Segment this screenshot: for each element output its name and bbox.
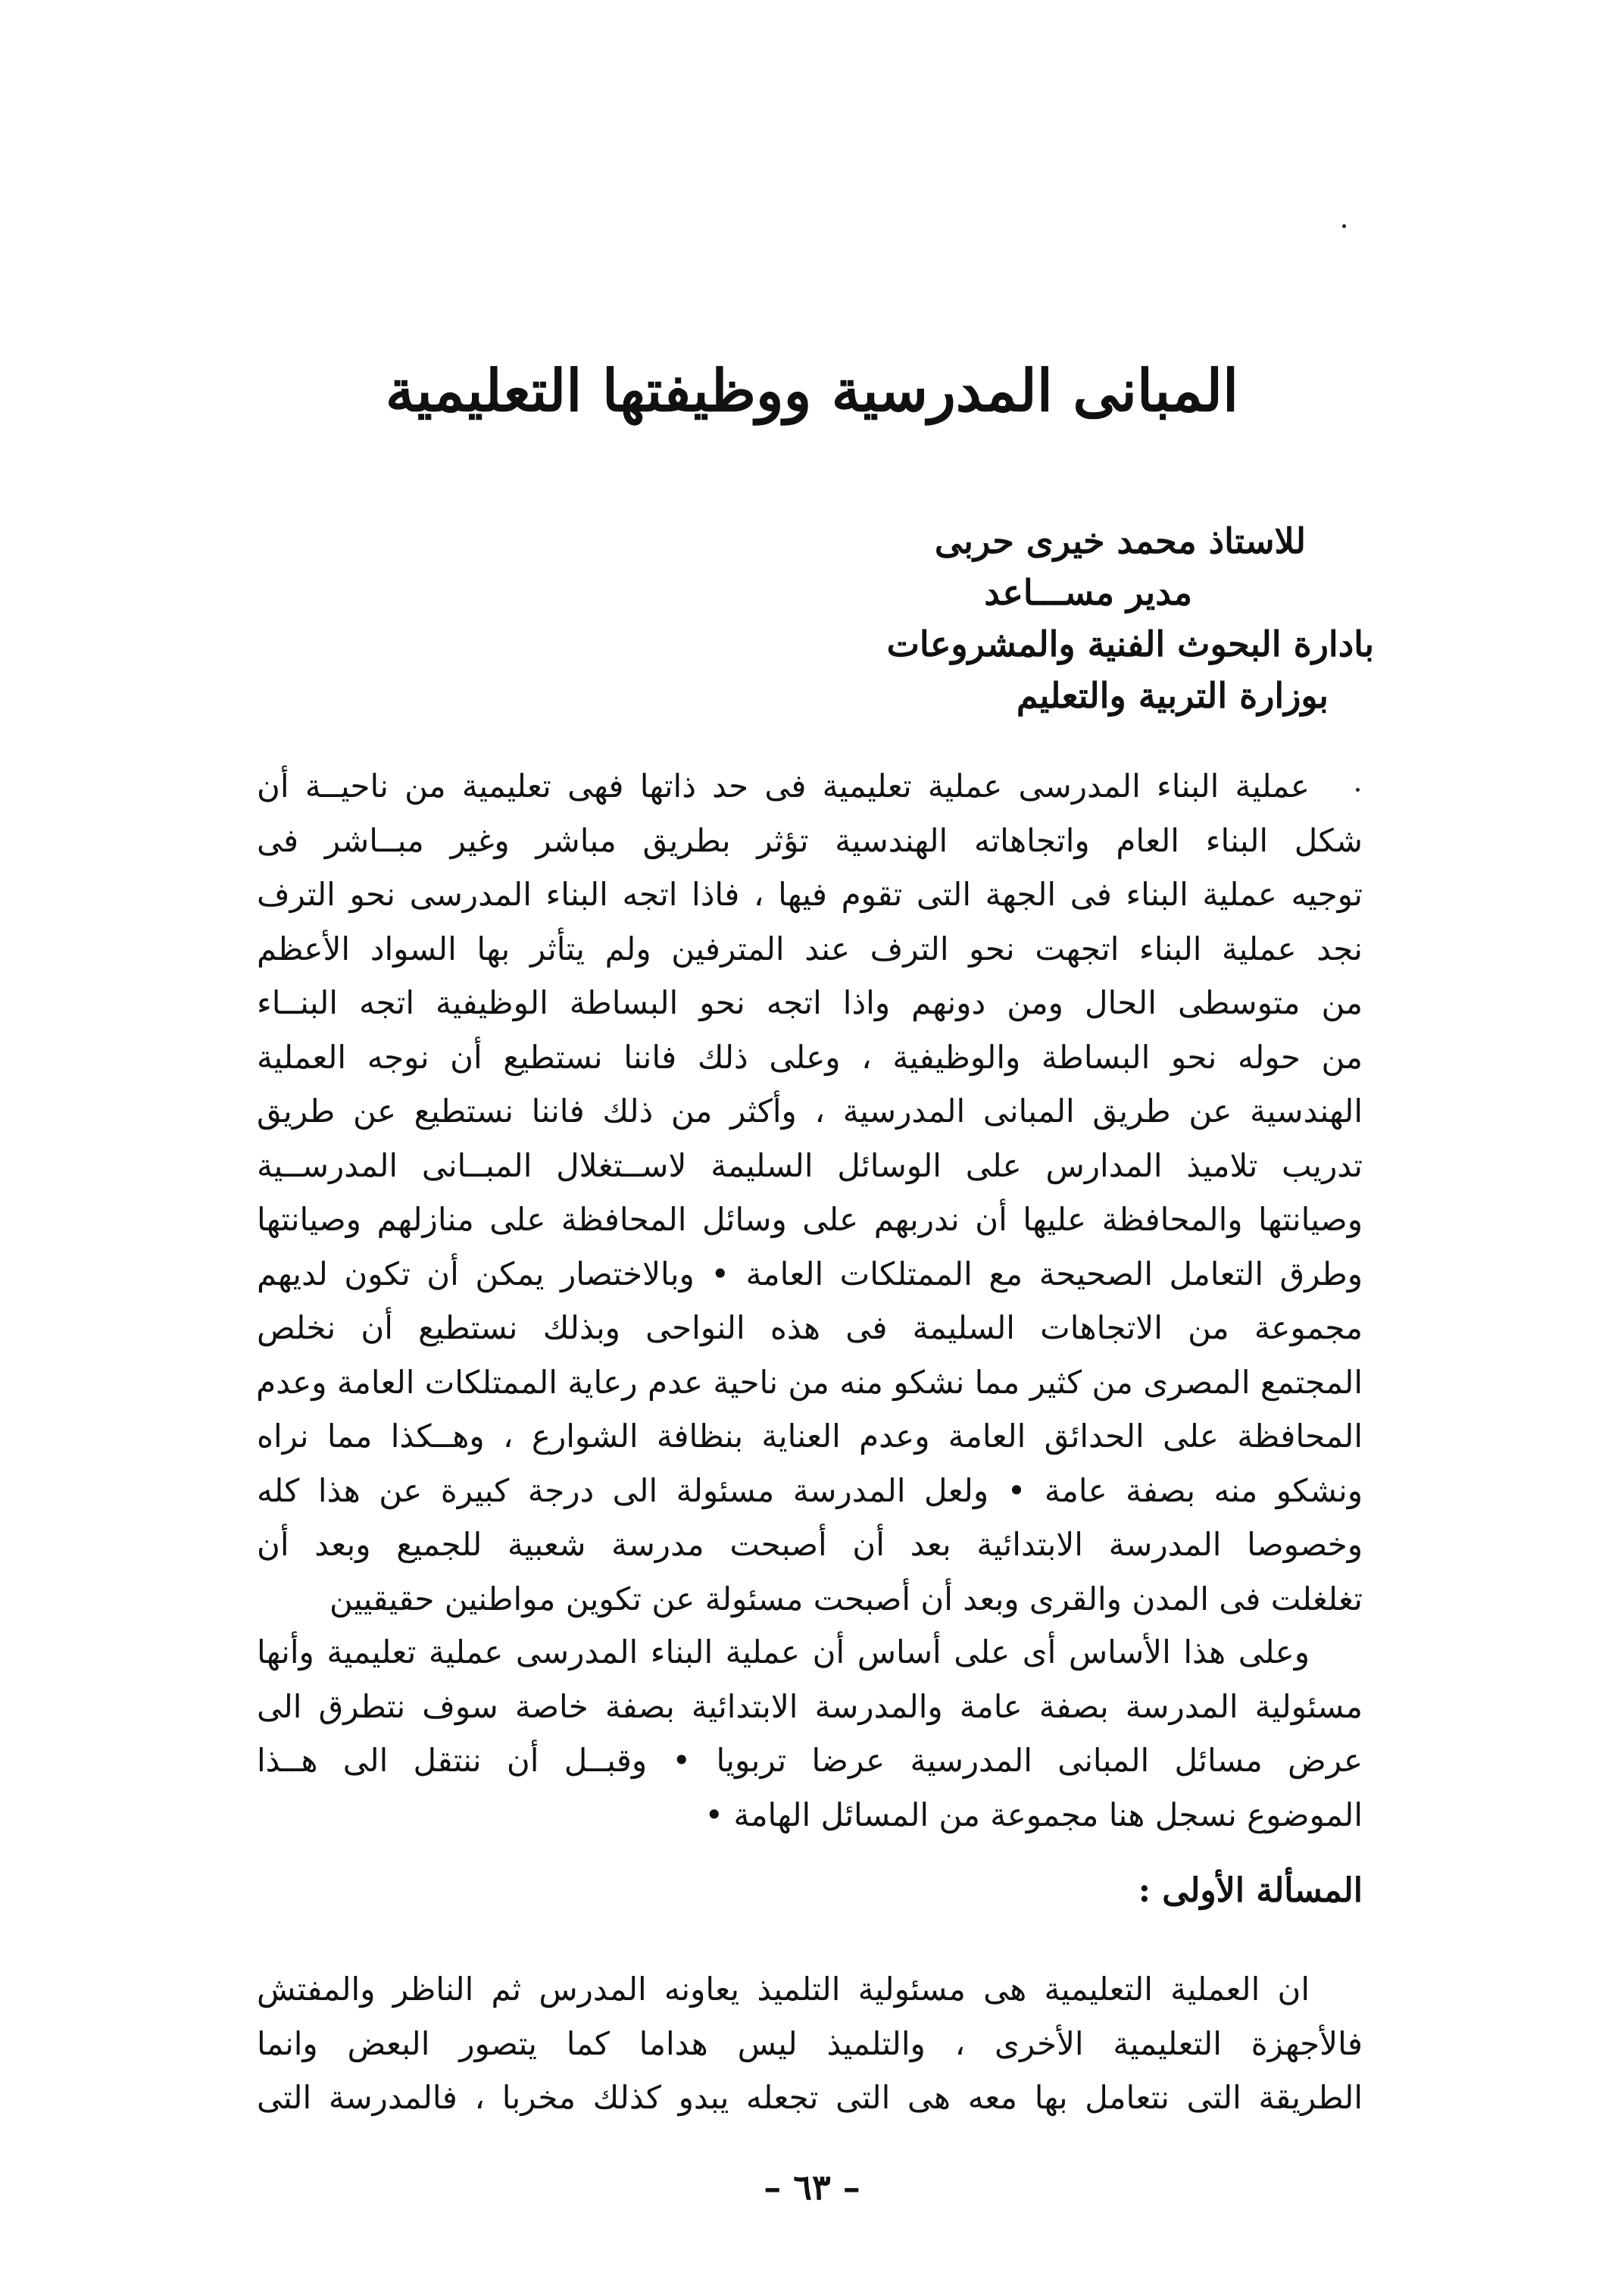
paragraph-line: تغلغلت فى المدن والقرى وبعد أن أصبحت مسئولة عن تكوين مواطنين حقيقيين — [329, 1580, 1363, 1617]
paragraph-line: تدريب تلاميذ المدارس على الوسائل السليمة لاســتغلال المبــانى المدرســية — [257, 1146, 1363, 1184]
author-position: مدير مســـاعد — [984, 572, 1192, 613]
paragraph-line: مجموعة من الاتجاهات السليمة فى هذه النواحى وبذلك نستطيع أن نخلص — [257, 1309, 1363, 1346]
author-block — [692, 515, 1374, 721]
paragraph-line: الموضوع نسجل هنا مجموعة من المسائل الهامة • — [704, 1796, 1363, 1833]
paragraph-line: من حوله نحو البساطة والوظيفية ، وعلى ذلك فاننا نستطيع أن نوجه العملية — [257, 1038, 1363, 1076]
paragraph-line: عرض مسائل المبانى المدرسية عرضا تربويا • وقبــل أن ننتقل الى هــذا — [257, 1742, 1363, 1779]
paragraph-line: الهندسية عن طريق المبانى المدرسية ، وأكثر من ذلك فاننا نستطيع عن طريق — [257, 1092, 1363, 1130]
scan-speck-1 — [1342, 224, 1346, 228]
paragraph-line: الطريقة التى نتعامل بها معه هى التى تجعله يبدو كذلك مخربا ، فالمدرسة التى — [257, 2079, 1363, 2116]
paragraph-line: وطرق التعامل الصحيحة مع الممتلكات العامة • وبالاختصار يمكن أن تكون لديهم — [257, 1255, 1363, 1292]
paragraph-line: ونشكو منه بصفة عامة • ولعل المدرسة مسئولة الى درجة كبيرة عن هذا كله — [257, 1471, 1363, 1509]
section-heading: المسألة الأولى : — [1138, 1871, 1363, 1910]
paragraph-1 — [257, 759, 1363, 1626]
article-title: المبانى المدرسية ووظيفتها التعليمية — [385, 357, 1239, 424]
author-department: بادارة البحوث الفنية والمشروعات — [886, 624, 1374, 664]
paragraph-line: وعلى هذا الأساس أى على أساس أن عملية البناء المدرسى عملية تعليمية وأنها — [257, 1633, 1310, 1671]
page-number: – ٦٣ – — [764, 2167, 860, 2208]
paragraph-line: شكل البناء العام واتجاهاته الهندسية تؤثر بطريق مباشر وغير مبــاشر فى — [257, 821, 1363, 859]
author-ministry: بوزارة التربية والتعليم — [1016, 675, 1329, 716]
paragraph-line: وخصوصا المدرسة الابتدائية بعد أن أصبحت مدرسة شعبية للجميع وبعد أن — [257, 1526, 1363, 1563]
paragraph-line: فالأجهزة التعليمية الأخرى ، والتلميذ ليس هداما كما يتصور البعض وانما — [257, 2024, 1363, 2062]
paragraph-line: ان العملية التعليمية هى مسئولية التلميذ يعاونه المدرس ثم الناظر والمفتش — [257, 1971, 1310, 2008]
paragraph-line: وصيانتها والمحافظة عليها أن ندربهم على وسائل المحافظة على منازلهم وصيانتها — [257, 1201, 1363, 1238]
author-name: للاستاذ محمد خيرى حربى — [934, 520, 1306, 561]
paragraph-line: عملية البناء المدرسى عملية تعليمية فى حد ذاتها فهى تعليمية من ناحيــة أن — [257, 767, 1310, 805]
paragraph-3 — [257, 1962, 1363, 2125]
paragraph-line: من متوسطى الحال ومن دونهم واذا اتجه نحو البساطة الوظيفية اتجه البنــاء — [257, 984, 1363, 1021]
paragraph-line: توجيه عملية البناء فى الجهة التى تقوم فيها ، فاذا اتجه البناء المدرسى نحو الترف — [257, 876, 1363, 913]
paragraph-2 — [257, 1625, 1363, 1842]
paragraph-line: المحافظة على الحدائق العامة وعدم العناية بنظافة الشوارع ، وهــكذا مما نراه — [257, 1417, 1363, 1455]
paragraph-line: نجد عملية البناء اتجهت نحو الترف عند المترفين ولم يتأثر بها السواد الأعظم — [257, 930, 1363, 967]
paragraph-line: مسئولية المدرسة بصفة عامة والمدرسة الابتدائية بصفة خاصة سوف نتطرق الى — [257, 1687, 1363, 1725]
paragraph-line: المجتمع المصرى من كثير مما نشكو منه من ناحية عدم رعاية الممتلكات العامة وعدم — [256, 1363, 1363, 1401]
